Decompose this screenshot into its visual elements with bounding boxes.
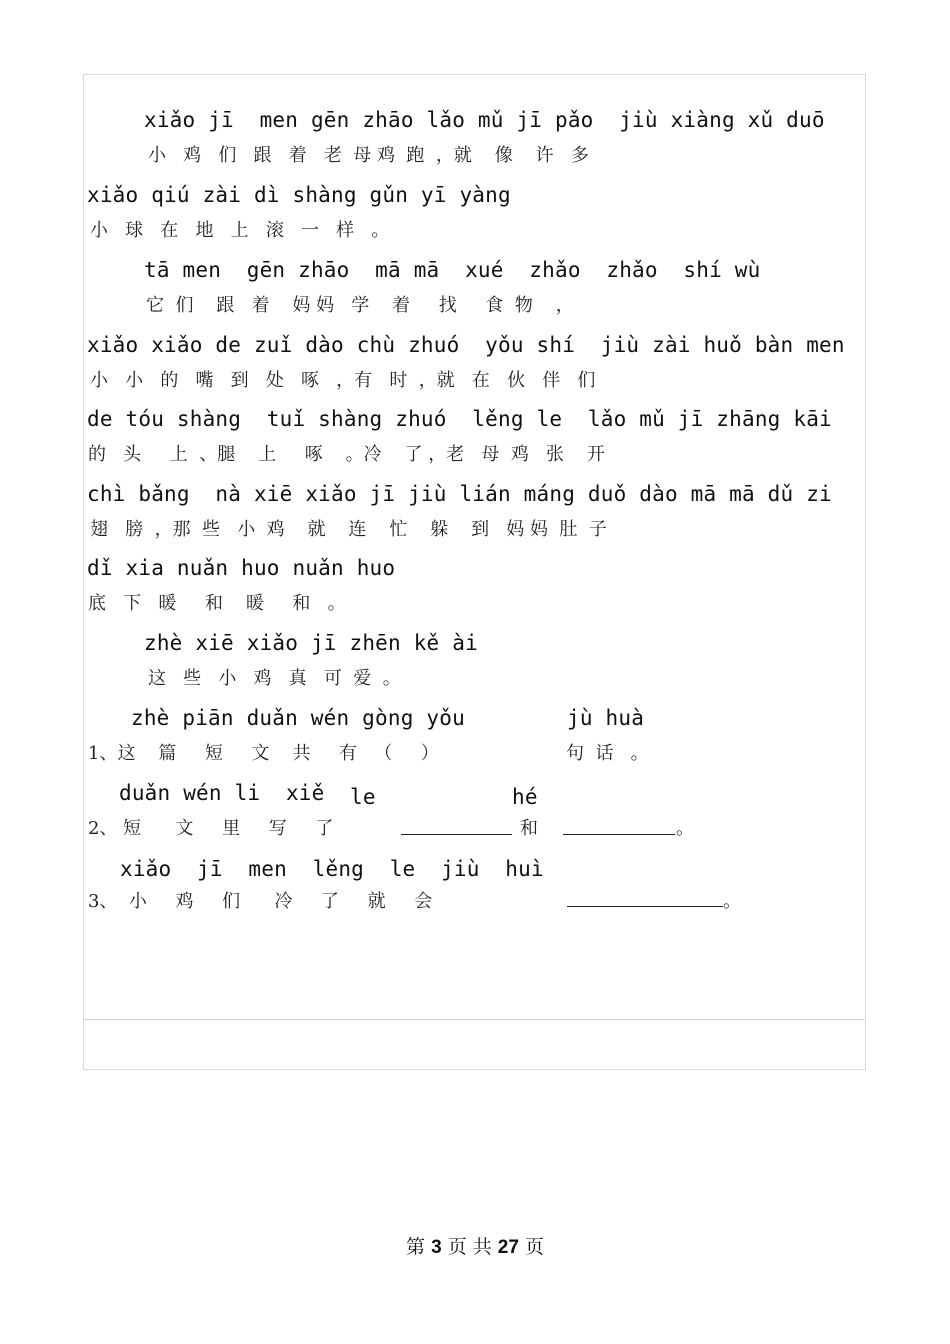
hanzi-line-8: 这 些 小 鸡 真 可 爱 。 [148, 668, 401, 689]
pinyin-line-2: xiǎo qiú zài dì shàng gǔn yī yàng [87, 183, 511, 207]
q2-text-he: 和 [520, 818, 538, 839]
q3-text: 3、 小 鸡 们 冷 了 就 会 [88, 891, 433, 912]
page-label-prefix: 第 [406, 1236, 426, 1258]
q1-text: 1、这 篇 短 文 共 有 （ ） [88, 743, 439, 764]
q3-text-end: 。 [723, 891, 741, 912]
pinyin-line-7: dǐ xia nuǎn huo nuǎn huo [87, 556, 396, 580]
hanzi-line-3: 它 们 跟 着 妈 妈 学 着 找 食 物 ， [146, 295, 574, 316]
page-label-suffix: 页 [524, 1236, 544, 1258]
hanzi-line-7: 底 下 暖 和 暖 和 。 [88, 593, 346, 614]
pinyin-line-3: tā men gēn zhāo mā mā xué zhǎo zhǎo shí wù [144, 258, 761, 282]
worksheet-footer-frame [83, 1020, 866, 1070]
page-number [0, 1232, 950, 1259]
q2-text: 2、 短 文 里 写 了 [88, 818, 334, 839]
hanzi-line-2: 小 球 在 地 上 滚 一 样 。 [90, 220, 390, 241]
q1-text-end: 句 话 。 [566, 743, 649, 764]
q2-pinyin-he: hé [512, 785, 538, 809]
hanzi-line-5: 的 头 上 、腿 上 啄 。冷 了 ，老 母 鸡 张 开 [88, 444, 605, 465]
q2-answer-blank-1[interactable] [401, 834, 512, 835]
hanzi-line-4: 小 小 的 嘴 到 处 啄 ，有 时 ，就 在 伙 伴 们 [90, 370, 596, 391]
page-label-mid: 页 共 [447, 1236, 492, 1258]
pinyin-line-4: xiǎo xiǎo de zuǐ dào chù zhuó yǒu shí jiù zài huǒ bàn men [87, 333, 845, 357]
q2-pinyin-le: le [350, 785, 376, 809]
pinyin-line-1: xiǎo jī men gēn zhāo lǎo mǔ jī pǎo jiù xiàng xǔ duō [144, 108, 825, 132]
q2-pinyin: duǎn wén li xiě [119, 781, 325, 805]
current-page: 3 [431, 1237, 442, 1258]
hanzi-line-1: 小 鸡 们 跟 着 老 母 鸡 跑 ，就 像 许 多 [148, 145, 589, 166]
q2-text-end: 。 [676, 818, 694, 839]
q2-answer-blank-2[interactable] [563, 834, 675, 835]
pinyin-line-5: de tóu shàng tuǐ shàng zhuó lěng le lǎo mǔ jī zhāng kāi [87, 407, 832, 431]
pinyin-line-6: chì bǎng nà xiē xiǎo jī jiù lián máng duǒ dào mā mā dǔ zi [87, 482, 832, 506]
q3-pinyin: xiǎo jī men lěng le jiù huì [120, 857, 544, 881]
total-pages: 27 [497, 1237, 519, 1258]
hanzi-line-6: 翅 膀 ，那 些 小 鸡 就 连 忙 躲 到 妈 妈 肚 子 [90, 519, 607, 540]
q3-answer-blank[interactable] [567, 906, 723, 907]
pinyin-line-8: zhè xiē xiǎo jī zhēn kě ài [144, 631, 478, 655]
q1-pinyin: zhè piān duǎn wén gòng yǒu [131, 706, 465, 730]
q1-pinyin-end: jù huà [567, 706, 645, 730]
